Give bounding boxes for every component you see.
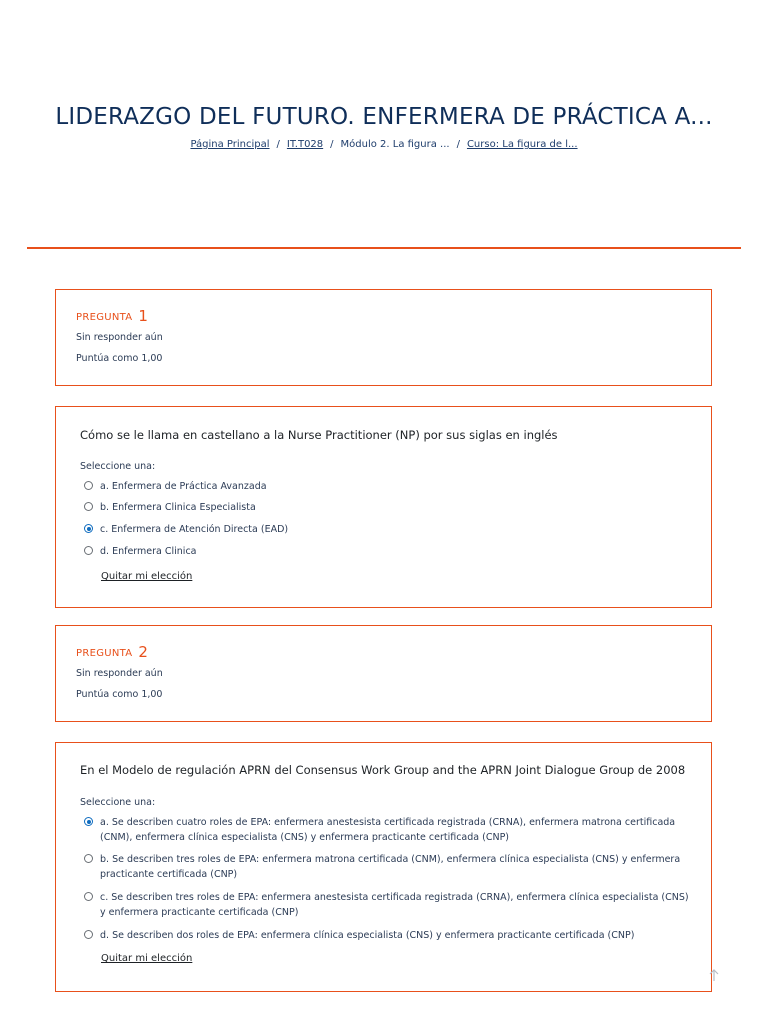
answer-option-c[interactable]: c. Se describen tres roles de EPA: enfermera anestesista certificada registrada (CRNA), enfermera clínica especialista (CNS) y enfermera practicante certificada (CNP) (84, 890, 694, 920)
clear-choice-link[interactable]: Quitar mi elección (101, 571, 193, 582)
question-content-card (55, 742, 712, 992)
answer-option-a[interactable]: a. Enfermera de Práctica Avanzada (84, 479, 694, 494)
question-content-card (55, 406, 712, 608)
question-text: En el Modelo de regulación APRN del Consensus Work Group and the APRN Joint Dialogue Group de 2008 (80, 763, 686, 777)
radio-button-selected[interactable] (84, 524, 93, 533)
radio-button[interactable] (84, 502, 93, 511)
radio-button[interactable] (84, 854, 93, 863)
answer-option-b[interactable]: b. Se describen tres roles de EPA: enfermera matrona certificada (CNM), enfermera clínica especialista (CNS) y enfermera practicante certificada (CNP) (84, 852, 694, 882)
question-state: Sin responder aún (76, 668, 163, 679)
clear-choice-link[interactable]: Quitar mi elección (101, 953, 193, 964)
radio-button-selected[interactable] (84, 817, 93, 826)
question-label: PREGUNTA 2 (76, 643, 149, 661)
breadcrumb-separator: / (330, 139, 334, 150)
question-grade: Puntúa como 1,00 (76, 689, 163, 700)
question-text: Cómo se le llama en castellano a la Nurse Practitioner (NP) por sus siglas en inglés (80, 428, 558, 442)
breadcrumb-quiz[interactable]: Curso: La figura de l... (466, 139, 578, 150)
breadcrumb-separator: / (276, 139, 280, 150)
arrow-up-icon-svg (707, 968, 721, 982)
radio-button[interactable] (84, 481, 93, 490)
answer-option-c[interactable]: c. Enfermera de Atención Directa (EAD) (84, 522, 694, 537)
header-divider (27, 247, 741, 249)
answer-option-d[interactable]: d. Se describen dos roles de EPA: enfermera clínica especialista (CNS) y enfermera practicante certificada (CNP) (84, 928, 694, 943)
radio-button[interactable] (84, 930, 93, 939)
breadcrumb-home[interactable]: Página Principal (190, 139, 270, 150)
question-label: PREGUNTA 1 (76, 307, 149, 325)
breadcrumb-module: Módulo 2. La figura ... (340, 139, 450, 150)
page-header (0, 0, 768, 250)
answer-option-a[interactable]: a. Se describen cuatro roles de EPA: enfermera anestesista certificada registrada (CRNA), enfermera matrona certificada (CNM), enfermera clínica especialista (CNS) y enfermera practicante certificada (CNP) (84, 815, 694, 845)
answer-prompt: Seleccione una: (80, 461, 156, 472)
question-state: Sin responder aún (76, 332, 163, 343)
answer-option-b[interactable]: b. Enfermera Clinica Especialista (84, 500, 694, 515)
arrow-up-icon[interactable] (707, 968, 721, 982)
breadcrumb-course-code[interactable]: IT.T028 (286, 139, 324, 150)
radio-button[interactable] (84, 892, 93, 901)
question-info-card (55, 625, 712, 722)
radio-button[interactable] (84, 546, 93, 555)
breadcrumb-separator: / (456, 139, 460, 150)
page-title: LIDERAZGO DEL FUTURO. ENFERMERA DE PRÁCTICA A... (55, 104, 713, 130)
breadcrumb (0, 139, 768, 150)
answer-option-d[interactable]: d. Enfermera Clinica (84, 544, 694, 559)
question-info-card (55, 289, 712, 386)
question-grade: Puntúa como 1,00 (76, 353, 163, 364)
answer-prompt: Seleccione una: (80, 797, 156, 808)
question-number: 2 (138, 643, 149, 661)
question-number: 1 (138, 307, 149, 325)
